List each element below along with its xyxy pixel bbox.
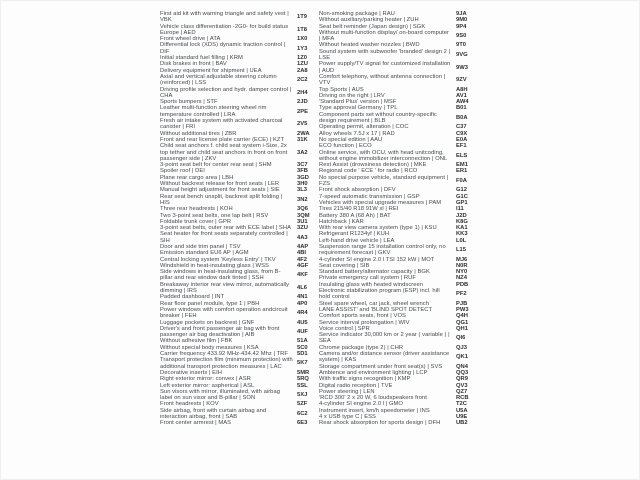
option-description: Foldable trunk cover | GPR	[160, 218, 232, 225]
option-description: Hatchback | KAR	[319, 218, 364, 225]
option-description: Front center armrest | MAS	[160, 420, 232, 427]
option-description: Without adhesive film | FBK	[160, 338, 233, 345]
option-description: 'RCD 300' 2 x 20 W, 6 loudspeakers front	[319, 395, 427, 402]
option-code: 4R4	[297, 310, 308, 317]
option-row	[319, 30, 472, 43]
option-code: 9W3	[456, 64, 468, 71]
option-code: I11	[456, 206, 464, 213]
option-description: Spoiler roof | DEI	[160, 168, 205, 175]
option-code: QR9	[456, 376, 468, 383]
option-description: Right exterior mirror: convex | ASR	[160, 376, 251, 383]
option-code: 51A	[297, 338, 308, 345]
option-description: First aid kit with warning triangle and safety vest | VBK	[160, 11, 289, 24]
option-code: 9JA	[456, 11, 467, 17]
option-code: G12	[456, 187, 467, 194]
option-code: 1Z0	[297, 55, 307, 62]
option-code: B01	[456, 105, 467, 112]
option-code: 3FB	[297, 168, 308, 175]
option-code: F0A	[456, 177, 467, 184]
option-description: Storage compartment under front seat(s) | SVS	[319, 363, 443, 370]
option-description: Plane rear cargo area | LBH	[160, 174, 234, 181]
option-code: Q4H	[456, 313, 468, 320]
option-code: QG1	[456, 319, 469, 326]
option-code: 3C7	[297, 162, 308, 169]
option-description: LANE ASSIST' and 'BLIND SPOT DETECT	[319, 306, 433, 313]
option-code: A8H	[456, 86, 468, 93]
option-description: Battery 380 A (68 Ah) | BAT	[319, 212, 391, 219]
option-code: 6C2	[297, 410, 308, 417]
option-code: AV1	[456, 92, 467, 99]
option-code: QK1	[456, 354, 468, 361]
option-description: 4-cylinder SI engine 2.0 l TSI 152 kW | MOT	[319, 256, 435, 263]
option-row	[160, 11, 313, 24]
option-description: Rest Assist (drowsiness detection) | MKE	[319, 162, 427, 169]
option-code: GP1	[456, 199, 468, 206]
option-code: KK3	[456, 231, 468, 238]
option-description: Operating permit, alteration | COC	[319, 124, 409, 131]
option-description: 3-point seat belt for center rear seat | SHM	[160, 162, 272, 169]
option-description: Left exterior mirror: aspherical | ASL	[160, 382, 255, 389]
option-code: UB2	[456, 420, 468, 427]
option-description: Chrome package (type 2) | CHR	[319, 344, 404, 351]
option-description: Camera and/or distance sensor (driver assistance system) | KAS	[319, 351, 450, 364]
option-description: Padded dashboard | INT	[160, 294, 225, 301]
option-description: Voice control | SPR	[319, 325, 370, 332]
option-description: Decorative inserts | EIH	[160, 369, 222, 376]
option-description: Service interval prolongation | WIV	[319, 319, 410, 326]
option-code: E0A	[456, 136, 468, 143]
option-code: MJ6	[456, 256, 468, 263]
option-description: No special edition | AAU	[319, 136, 383, 143]
option-row	[319, 420, 472, 426]
option-description: Door and side trim panel | TSV	[160, 243, 241, 250]
option-description: Tires 215/40 R18 91W xl | REI	[319, 206, 399, 213]
option-code: RCB	[456, 395, 469, 402]
option-description: Transport protection film (minimum protection) with additional transport protection measures | LAC	[160, 357, 293, 370]
option-description: Vehicle class differentiation -2G0- for build status Europe | AED	[160, 23, 289, 36]
option-description: Standard battery/alternator capacity | BGK	[319, 269, 430, 276]
option-code: 5K7	[297, 360, 308, 367]
option-row	[319, 244, 472, 257]
option-row	[319, 61, 472, 74]
option-code: QJ3	[456, 344, 467, 351]
option-description: 'Standard Plus' version | MSF	[319, 99, 397, 106]
option-code: L15	[456, 247, 466, 254]
option-description: Alloy wheels 7.5J x 17 | RAD	[319, 130, 395, 137]
option-description: Vehicles with special upgrade measures | PAM	[319, 199, 442, 206]
option-code: 9S0	[456, 33, 467, 40]
option-description: With rear view camera system (type 1) | KSU	[319, 225, 437, 232]
option-code: L0L	[456, 237, 467, 244]
option-code: 2PE	[297, 108, 308, 115]
option-row	[319, 74, 472, 87]
option-code: 5MR	[297, 369, 310, 376]
option-code: AW4	[456, 99, 469, 106]
option-code: C9X	[456, 130, 468, 137]
option-code: 31K	[297, 136, 308, 143]
option-description: Carrier frequency 433.92 MHz-434.42 Mhz | TRF	[160, 351, 289, 358]
option-code: 4U5	[297, 319, 308, 326]
option-code: 2A8	[297, 67, 308, 74]
option-code: 3QM	[297, 212, 310, 219]
option-description: Front and rear license plate carrier (ECE) | KZT	[160, 136, 285, 143]
option-code: QI6	[456, 335, 466, 342]
option-description: Online service, with OCU, with head unitcoding, without engine immobilizer interconnection | ONL	[319, 149, 448, 162]
option-description: With traffic signs recognition | KMP	[319, 376, 411, 383]
option-description: Emission standard EU6 AP | AGM	[160, 250, 249, 257]
option-code: QV3	[456, 382, 468, 389]
option-description: Sports bumpers | STF	[160, 99, 218, 106]
option-code: 4GF	[297, 262, 309, 269]
option-description: Left-hand drive vehicle | LEA	[319, 237, 395, 244]
option-description: Steel spare wheel, car jack, wheel wrench	[319, 300, 429, 307]
option-description: Leather multi-function steering wheel rim temperature controlled | LRA	[160, 105, 267, 118]
option-description: Regional code ' ECE ' for radio | RCO	[319, 168, 418, 175]
option-description: 3-point seat belts, outer rear with ECE label | SHA	[160, 225, 292, 232]
option-row	[160, 74, 313, 87]
option-description: Front headrests | KOV	[160, 401, 219, 408]
option-description: Front wheel drive | ATA	[160, 36, 221, 43]
option-description: Differential lock (XDS) dynamic traction control | DIF	[160, 42, 286, 55]
option-description: Ambience and environment lighting | LCP	[319, 369, 428, 376]
option-description: Child seat anchors f. child seat system i-Size, 2x top tether and child seat anchors in front on front passenger side | ZKV	[160, 143, 288, 162]
option-code: 4L6	[297, 284, 307, 291]
option-code: 5ZF	[297, 401, 308, 408]
option-row	[160, 24, 313, 37]
option-description: Without additional tires | ZBR	[160, 130, 237, 137]
option-code: 2H4	[297, 89, 308, 96]
option-description: Driver's and front passenger air bag with front passenger air bag deactivation | AIB	[160, 325, 280, 339]
option-code: U5A	[456, 407, 468, 414]
option-row	[160, 408, 313, 421]
option-description: Without auxiliary/parking heater | ZUH	[319, 17, 419, 24]
option-code: 1T9	[297, 14, 307, 21]
option-description: Manual height adjustment for front seats | SIE	[160, 187, 280, 194]
option-description: Comfort telephony, without antenna connection | VTV	[319, 73, 446, 87]
option-code: QH1	[456, 325, 468, 332]
option-row	[319, 150, 472, 163]
option-code: 4AP	[297, 243, 309, 250]
option-code: 5D1	[297, 351, 308, 358]
option-code: 9M0	[456, 17, 468, 24]
option-code: 4BI	[297, 250, 307, 257]
option-code: N0R	[456, 262, 468, 269]
option-code: PW3	[456, 306, 469, 313]
option-description: Service indicator 30,000 km or 2 year ( variable ) | SEA	[319, 332, 450, 345]
option-code: 6E3	[297, 420, 308, 427]
option-description: Three rear headrests | KOH	[160, 206, 233, 213]
option-code: 1X0	[297, 36, 308, 43]
option-code: J2D	[456, 212, 467, 219]
option-code: EM1	[456, 162, 468, 169]
option-row	[319, 175, 472, 188]
option-description: Rear shock absorption for sports design | DFH	[319, 420, 441, 427]
option-row	[319, 332, 472, 345]
option-description: Sound system with subwoofer 'branded' design 2 | LSE	[319, 48, 451, 62]
option-description: Delivery equipment for shipment | UEA	[160, 67, 262, 74]
option-code: 9VG	[456, 51, 468, 58]
option-description: 7-speed automatic transmission | GSP	[319, 193, 420, 200]
option-code: 2V5	[297, 121, 308, 128]
option-row	[319, 288, 472, 301]
option-description: Axial and vertical adjustable steering column (reinforced) | LSS	[160, 73, 277, 87]
option-code: C37	[456, 124, 467, 131]
option-code: 3N2	[297, 196, 308, 203]
option-code: PF2	[456, 291, 467, 298]
option-description: Driving profile selection and hydr. damper control | CHA	[160, 86, 292, 99]
option-row	[319, 351, 472, 364]
option-description: Power windows with comfort operation andcircuit breaker | FEH	[160, 306, 288, 320]
option-code: 3U1	[297, 218, 308, 225]
option-description: 4-cylinder SI engine 2.0 l | GMO	[319, 401, 403, 408]
option-code: QQ3	[456, 369, 469, 376]
option-code: G1C	[456, 193, 468, 200]
option-description: Insulating glass with heated windscreen	[319, 281, 424, 288]
option-code: 1T8	[297, 26, 307, 33]
option-description: Instrument insert, km/h speedometer | INS	[319, 407, 430, 414]
option-description: Without special body measures | KSA	[160, 344, 259, 351]
option-code: 3ZU	[297, 225, 308, 232]
options-column-left	[160, 11, 313, 427]
option-code: 5XJ	[297, 391, 308, 398]
option-code: 4A3	[297, 234, 308, 241]
option-code: 2C2	[297, 77, 308, 84]
option-description: Fresh air intake system with activated charcoal canister | FRI	[160, 118, 283, 131]
option-code: 2JD	[297, 99, 308, 106]
option-description: Luggage pockets on backrest | GNF	[160, 319, 255, 326]
option-code: 4F2	[297, 256, 307, 263]
option-code: B0A	[456, 114, 468, 121]
option-code: ELS	[456, 152, 468, 159]
option-description: Power supply/TV signal for customized installation | AUD	[319, 61, 451, 74]
option-description: Two 3-point seat belts, one lap belt | RSV	[160, 212, 269, 219]
option-code: NZ4	[456, 275, 467, 282]
option-description: Digital radio reception | TVE	[319, 382, 393, 389]
option-description: Central locking system 'Keyless Entry' | TKV	[160, 256, 276, 263]
option-code: ER1	[456, 168, 468, 175]
option-row	[160, 42, 313, 55]
option-description: Rear floor panel module, type 1 | PBH	[160, 300, 260, 307]
option-row	[160, 231, 313, 244]
option-description: Without heated washer nozzles | BWD	[319, 42, 420, 49]
option-code: 3H0	[297, 181, 308, 188]
option-code: 1Y3	[297, 45, 308, 52]
option-row	[160, 269, 313, 282]
option-description: Non-smoking package | RAU	[319, 11, 395, 17]
option-code: 9P4	[456, 23, 467, 30]
option-description: Sun visors with mirror, illuminated, with airbag label on sun visor and B-pillar | SON	[160, 388, 280, 402]
option-code: QN4	[456, 363, 468, 370]
option-row	[319, 112, 472, 125]
option-description: Component parts set without country-specific design requirement | BLB	[319, 111, 437, 125]
option-row	[160, 194, 313, 207]
option-code: 5C0	[297, 344, 308, 351]
option-description: Without backrest release for front seats | LER	[160, 181, 280, 188]
option-description: Driving on the right | LRV	[319, 92, 385, 99]
option-code: 4KF	[297, 272, 308, 279]
option-row	[160, 326, 313, 339]
option-row	[160, 282, 313, 295]
option-description: Comfort sports seats, front | VOS	[319, 313, 406, 320]
option-code: 9ZV	[456, 77, 467, 84]
option-code: 4P0	[297, 300, 308, 307]
options-list	[160, 11, 472, 427]
option-row	[160, 307, 313, 320]
option-description: 4 x USB type C | ESS	[319, 414, 376, 420]
option-description: Side airbag, front with curtain airbag and interaction airbag, front | SAB	[160, 407, 267, 420]
option-description: Suspension range 15 installation control only, no requirement forecast | GKV	[319, 243, 446, 257]
option-description: Seat covering | SIB	[319, 262, 370, 269]
option-description: Disk brakes in front | BAV	[160, 61, 227, 68]
option-code: 3GD	[297, 174, 309, 181]
option-code: 3Q6	[297, 206, 308, 213]
option-code: 4UF	[297, 328, 308, 335]
option-description: Breakaway interior rear view mirror, automatically dimming | IRS	[160, 281, 290, 295]
option-code: QZ7	[456, 388, 468, 395]
option-code: T2C	[456, 401, 467, 408]
option-description: Side windows in heat-insulating glass, from B-pillar and rear window dark tinted | SSH	[160, 269, 281, 282]
option-code: 3L3	[297, 187, 307, 194]
options-column-right	[319, 11, 472, 427]
option-row	[160, 87, 313, 100]
option-code: PJB	[456, 300, 468, 307]
option-row	[160, 143, 313, 162]
option-description: Windshield in heat-insulating glass | WSS	[160, 262, 269, 269]
option-description: Electronic stabilization program (ESP) incl. hill hold control	[319, 288, 440, 301]
option-code: KA1	[456, 225, 468, 232]
option-code: 5RQ	[297, 376, 309, 383]
option-description: No special purpose vehicle, standard equipment | FZS	[319, 174, 449, 188]
option-description: Rear seat bench unsplit, backrest split folding | HIS	[160, 193, 283, 206]
option-code: EF1	[456, 143, 467, 150]
option-description: Seat heater for front seats separately controlled | SIH	[160, 231, 288, 244]
option-description: Private emergency call system | RUF	[319, 275, 416, 282]
option-row	[319, 49, 472, 62]
option-code: NY0	[456, 269, 468, 276]
option-code: 9T0	[456, 42, 466, 49]
option-code: 5SL	[297, 382, 308, 389]
option-code: 4N1	[297, 294, 308, 301]
option-description: ECO function | ECO	[319, 143, 372, 150]
option-description: Seat belt reminder (Japan design) | SGK	[319, 23, 426, 30]
option-row	[160, 105, 313, 118]
option-description: Front shock absorption | DFV	[319, 187, 396, 194]
option-code: 3A2	[297, 149, 308, 156]
option-description: Top Sports | AUS	[319, 86, 364, 93]
option-row	[160, 357, 313, 370]
option-code: 2WA	[297, 130, 310, 137]
option-code: PDB	[456, 281, 469, 288]
option-row	[160, 420, 313, 426]
option-description: Refrigerant R1234yf | KUH	[319, 231, 390, 238]
option-description: Power steering | LEN	[319, 388, 375, 395]
option-row	[160, 389, 313, 402]
option-code: 1ZU	[297, 61, 308, 68]
option-code: K8G	[456, 218, 468, 225]
option-description: Initial standard fuel filling | KRM	[160, 55, 243, 62]
option-code: U9E	[456, 414, 468, 420]
option-description: Type approval Germany | TPL	[319, 105, 398, 112]
option-description: Without multi-function display/ on-board computer | MFA	[319, 29, 450, 43]
option-row	[160, 118, 313, 131]
